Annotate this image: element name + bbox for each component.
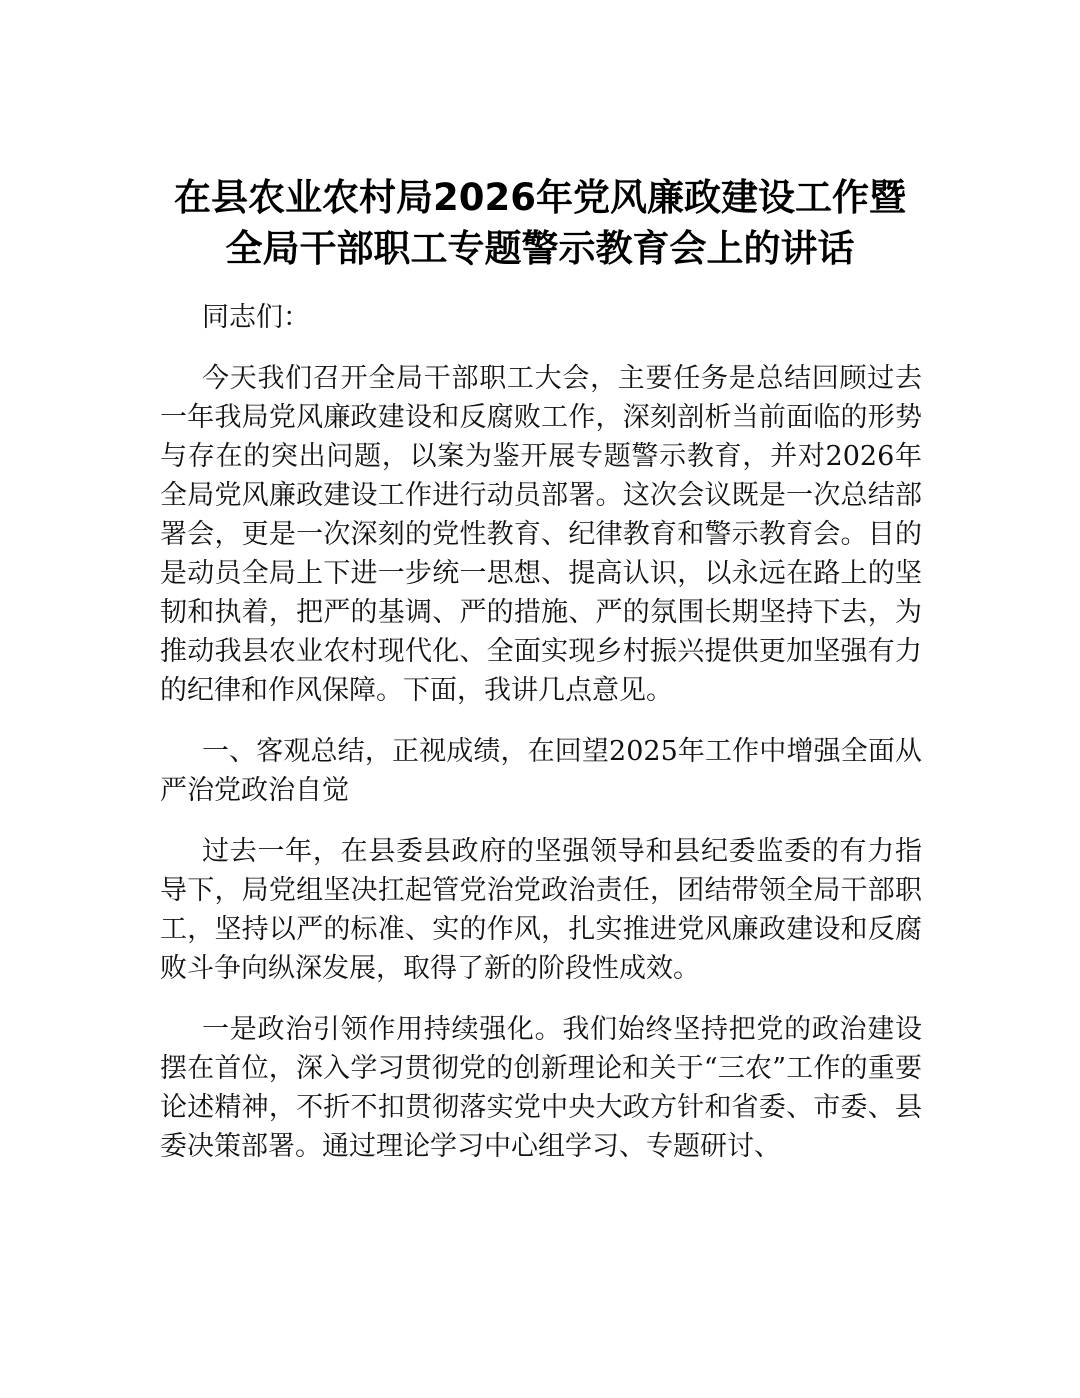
paragraph-point-1: 一是政治引领作用持续强化。我们始终坚持把党的政治建设摆在首位，深入学习贯彻党的创新理论和关于“三农”工作的重要论述精神，不折不扣贯彻落实党中央大政方针和省委、市委、县委决策部署。通过理论学习中心组学习、专题研讨、 (160, 1014, 922, 1162)
title-line-1: 在县农业农村局2026年党风廉政建设工作暨 (174, 176, 906, 219)
document-title (150, 172, 930, 274)
paragraph-intro: 今天我们召开全局干部职工大会，主要任务是总结回顾过去一年我局党风廉政建设和反腐败工作，深刻剖析当前面临的形势与存在的突出问题，以案为鉴开展专题警示教育，并对2026年全局党风廉政建设工作进行动员部署。这次会议既是一次总结部署会，更是一次深刻的党性教育、纪律教育和警示教育会。目的是动员全局上下进一步统一思想、提高认识，以永远在路上的坚韧和执着，把严的基调、严的措施、严的氛围长期坚持下去，为推动我县农业农村现代化、全面实现乡村振兴提供更加坚强有力的纪律和作风保障。下面，我讲几点意见。 (160, 363, 922, 706)
section-heading-1: 一、客观总结，正视成绩，在回望2025年工作中增强全面从严治党政治自觉 (160, 736, 922, 806)
document-body (160, 298, 922, 1188)
salutation: 同志们： (202, 302, 310, 333)
paragraph-review: 过去一年，在县委县政府的坚强领导和县纪委监委的有力指导下，局党组坚决扛起管党治党政治责任，团结带领全局干部职工，坚持以严的标准、实的作风，扎实推进党风廉政建设和反腐败斗争向纵深发展，取得了新的阶段性成效。 (160, 836, 922, 984)
title-line-2: 全局干部职工专题警示教育会上的讲话 (225, 227, 855, 270)
